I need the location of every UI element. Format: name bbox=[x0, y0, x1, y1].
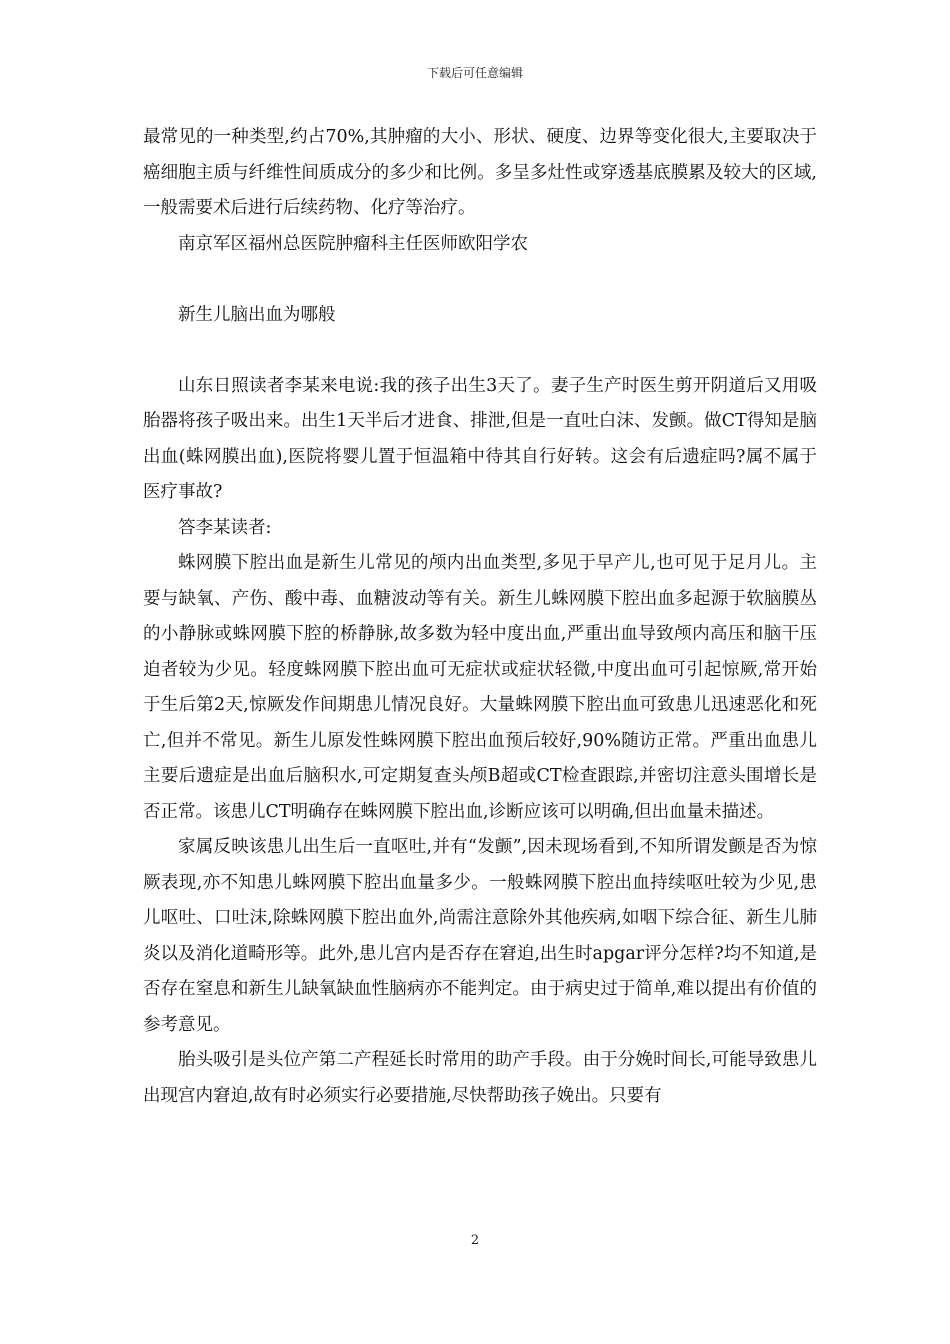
document-body bbox=[143, 120, 817, 1114]
author-attribution: 南京军区福州总医院肿瘤科主任医师欧阳学农 bbox=[178, 233, 528, 254]
article-title: 新生儿脑出血为哪般 bbox=[178, 304, 336, 325]
reader-question: 山东日照读者李某来电说:我的孩子出生3天了。妻子生产时医生剪开阴道后又用吸胎器将孩子吸出来。出生1天半后才进食、排泄,但是一直吐白沫、发颤。做CT得知是脑出血(蛛网膜出血),医院将婴儿置于恒温箱中待其自行好转。这会有后遗症吗?属不属于医疗事故? bbox=[143, 375, 817, 502]
answer-salutation: 答李某读者: bbox=[178, 517, 272, 538]
answer-paragraph-1: 蛛网膜下腔出血是新生儿常见的颅内出血类型,多见于早产儿,也可见于足月儿。主要与缺氧、产伤、酸中毒、血糖波动等有关。新生儿蛛网膜下腔出血多起源于软脑膜丛的小静脉或蛛网膜下腔的桥静脉,故多数为轻中度出血,严重出血导致颅内高压和脑干压迫者较为少见。轻度蛛网膜下腔出血可无症状或症状轻微,中度出血可引起惊厥,常开始于生后第2天,惊厥发作间期患儿情况良好。大量蛛网膜下腔出血可致患儿迅速恶化和死亡,但并不常见。新生儿原发性蛛网膜下腔出血预后较好,90%随访正常。严重出血患儿主要后遗症是出血后脑积水,可定期复查头颅B超或CT检查跟踪,并密切注意头围增长是否正常。该患儿CT明确存在蛛网膜下腔出血,诊断应该可以明确,但出血量未描述。 bbox=[143, 553, 817, 822]
answer-paragraph-3: 胎头吸引是头位产第二产程延长时常用的助产手段。由于分娩时间长,可能导致患儿出现宫内窘迫,故有时必须实行必要措施,尽快帮助孩子娩出。只要有 bbox=[143, 1050, 817, 1106]
answer-paragraph-2: 家属反映该患儿出生后一直呕吐,并有“发颤”,因未现场看到,不知所谓发颤是否为惊厥表现,亦不知患儿蛛网膜下腔出血量多少。一般蛛网膜下腔出血持续呕吐较为少见,患儿呕吐、口吐沫,除蛛网膜下腔出血外,尚需注意除外其他疾病,如咽下综合征、新生儿肺炎以及消化道畸形等。此外,患儿宫内是否存在窘迫,出生时apgar评分怎样?均不知道,是否存在窒息和新生儿缺氧缺血性脑病亦不能判定。由于病史过于简单,难以提出有价值的参考意见。 bbox=[143, 837, 817, 1035]
page-header: 下载后可任意编辑 bbox=[426, 66, 523, 80]
page-number: 2 bbox=[470, 1233, 480, 1248]
paragraph-continuation: 最常见的一种类型,约占70%,其肿瘤的大小、形状、硬度、边界等变化很大,主要取决于癌细胞主质与纤维性间质成分的多少和比例。多呈多灶性或穿透基底膜累及较大的区域,一般需要术后进行后续药物、化疗等治疗。 bbox=[143, 127, 817, 218]
